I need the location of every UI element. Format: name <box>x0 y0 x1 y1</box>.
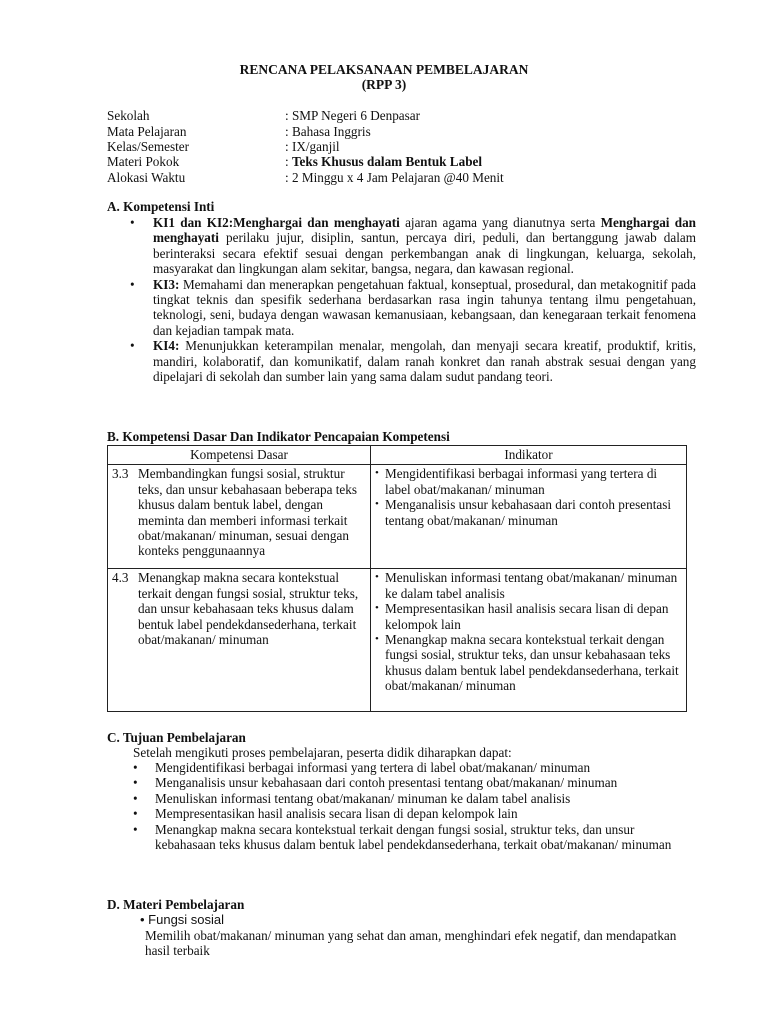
info-value: : 2 Minggu x 4 Jam Pelajaran @40 Menit <box>285 170 504 185</box>
kd-text: Membandingkan fungsi sosial, struktur teks, dan unsur kebahasaan beberapa teks khusus dalam bentuk label, dengan meminta dan memberi informasi terkait obat/makanan/ minuman, sesuai dengan konteks penggunaannya <box>138 466 357 559</box>
bullet-icon: • <box>375 633 379 646</box>
info-value <box>285 154 482 169</box>
kd-text: Menangkap makna secara kontekstual terkait dengan fungsi sosial, struktur teks, dan unsur kebahasaan teks khusus dalam bentuk label pendekdansederhana, terkait obat/makanan/ minuman <box>138 570 359 648</box>
bullet-icon: • <box>375 602 379 615</box>
ki3-bold: KI3: <box>153 276 180 292</box>
document-subtitle: (RPP 3) <box>361 77 407 92</box>
tujuan-list <box>133 760 693 852</box>
list-item <box>133 806 693 821</box>
indikator-item <box>375 497 682 528</box>
indikator-text: Menuliskan informasi tentang obat/makanan/ minuman ke dalam tabel analisis <box>385 570 678 601</box>
info-value-prefix: : <box>285 154 292 169</box>
bullet-icon: • <box>133 821 138 837</box>
info-label: Materi Pokok <box>107 154 180 169</box>
ki1-bold-1: KI1 dan KI2:Menghargai dan menghayati <box>153 215 400 230</box>
indikator-text: Menangkap makna secara kontekstual terkait dengan fungsi sosial, struktur teks, dan unsur kebahasaan teks khusus dalam bentuk label pendekdansederhana, terkait obat/makanan/ minuman <box>385 632 679 694</box>
table-header-row <box>108 446 687 465</box>
indikator-cell <box>371 569 687 712</box>
list-item <box>133 822 693 853</box>
table-row <box>108 569 687 712</box>
materi-bullet-label: Fungsi sosial <box>148 912 225 927</box>
section-b-heading: B. Kompetensi Dasar Dan Indikator Pencapaian Kompetensi <box>107 429 450 444</box>
bullet-icon: • <box>375 498 379 511</box>
column-header-kd: Kompetensi Dasar <box>108 446 371 465</box>
info-label: Mata Pelajaran <box>107 124 187 139</box>
list-item-text: Menangkap makna secara kontekstual terkait dengan fungsi sosial, struktur teks, dan unsur kebahasaan teks khusus dalam bentuk label pendekdansederhana, terkait obat/makanan/ minuman <box>155 821 672 853</box>
indikator-item <box>375 632 682 694</box>
ki3-item <box>130 277 696 339</box>
materi-text: Memilih obat/makanan/ minuman yang sehat dan aman, menghindari efek negatif, dan mendapatkan hasil terbaik <box>145 928 677 959</box>
kd-number: 4.3 <box>112 570 129 586</box>
info-value: : IX/ganjil <box>285 139 340 154</box>
tujuan-intro: Setelah mengikuti proses pembelajaran, peserta didik diharapkan dapat: <box>133 745 512 760</box>
list-item-text: Mengidentifikasi berbagai informasi yang tertera di label obat/makanan/ minuman <box>155 760 591 775</box>
kd-number: 3.3 <box>112 466 129 482</box>
materi-bullet <box>140 912 224 927</box>
list-item-text: Mempresentasikan hasil analisis secara lisan di depan kelompok lain <box>155 806 518 822</box>
bullet-icon: • <box>133 775 138 791</box>
bullet-icon: • <box>133 806 138 822</box>
info-label: Kelas/Semester <box>107 139 190 154</box>
indikator-cell <box>371 465 687 569</box>
info-label: Sekolah <box>107 108 150 123</box>
indikator-item <box>375 601 682 632</box>
ki1-text-1: ajaran agama yang dianutnya serta <box>399 215 601 230</box>
column-header-indikator: Indikator <box>371 446 687 465</box>
indikator-text: Menganalisis unsur kebahasaan dari contoh presentasi tentang obat/makanan/ minuman <box>385 497 672 528</box>
bullet-icon: • <box>375 467 379 480</box>
list-item <box>133 791 693 806</box>
list-item <box>133 760 693 775</box>
bullet-icon: • <box>130 215 135 230</box>
ki1-item <box>130 215 696 277</box>
section-a-heading: A. Kompetensi Inti <box>107 199 215 214</box>
bullet-icon: • <box>140 912 149 927</box>
list-item-text: Menganalisis unsur kebahasaan dari contoh presentasi tentang obat/makanan/ minuman <box>155 775 618 791</box>
info-value: : SMP Negeri 6 Denpasar <box>285 108 421 123</box>
ki1-text-2: perilaku jujur, disiplin, santun, percaya diri, peduli, dan bertanggung jawab dalam berinteraksi secara efektif sesuai dengan perkembangan anak di lingkungan, keluarga, sekolah, masyarakat dan lingkungan alam sekitar, bangsa, negara, dan kawasan regional. <box>153 230 696 277</box>
bullet-icon: • <box>130 338 135 354</box>
bullet-icon: • <box>375 571 379 584</box>
document-title: RENCANA PELAKSANAAN PEMBELAJARAN <box>239 62 529 77</box>
ki4-bold: KI4: <box>153 338 180 354</box>
kompetensi-inti-list <box>130 215 696 384</box>
info-label: Alokasi Waktu <box>107 170 186 185</box>
info-value: : Bahasa Inggris <box>285 124 371 139</box>
list-item-text: Menuliskan informasi tentang obat/makanan/ minuman ke dalam tabel analisis <box>155 790 571 806</box>
info-value-bold: Teks Khusus dalam Bentuk Label <box>291 154 483 169</box>
list-item <box>133 775 693 790</box>
bullet-icon: • <box>133 790 138 806</box>
ki4-text: Menunjukkan keterampilan menalar, mengolah, dan menyaji secara kreatif, produktif, kritis, mandiri, kolaboratif, dan komunikatif, dalam ranah konkret dan ranah abstrak sesuai dengan yang dipelajari di sekolah dan sumber lain yang sama dalam sudut pandang teori. <box>153 338 696 385</box>
ki3-text: Memahami dan menerapkan pengetahuan faktual, konseptual, prosedural, dan metakognitif pada tingkat teknis dan spesifik sederhana berdasarkan rasa ingin tahunya tentang ilmu pengetahuan, teknologi, seni, budaya dengan wawasan kemanusiaan, kebangsaan, dan kenegaraan terkait fenomena dan kejadian tampak mata. <box>153 276 696 338</box>
indikator-text: Mengidentifikasi berbagai informasi yang tertera di label obat/makanan/ minuman <box>385 466 658 497</box>
ki4-item <box>130 338 696 384</box>
section-d-heading: D. Materi Pembelajaran <box>107 897 245 912</box>
ki1-bold-2: Menghargai dan menghayati <box>153 215 697 246</box>
table-row <box>108 465 687 569</box>
kd-indikator-table <box>107 445 687 712</box>
indikator-item <box>375 570 682 601</box>
indikator-text: Mempresentasikan hasil analisis secara lisan di depan kelompok lain <box>385 601 669 632</box>
section-c-heading: C. Tujuan Pembelajaran <box>107 730 246 745</box>
bullet-icon: • <box>130 276 135 292</box>
kd-cell <box>108 569 371 712</box>
bullet-icon: • <box>133 760 138 775</box>
indikator-item <box>375 466 682 497</box>
kd-cell <box>108 465 371 569</box>
